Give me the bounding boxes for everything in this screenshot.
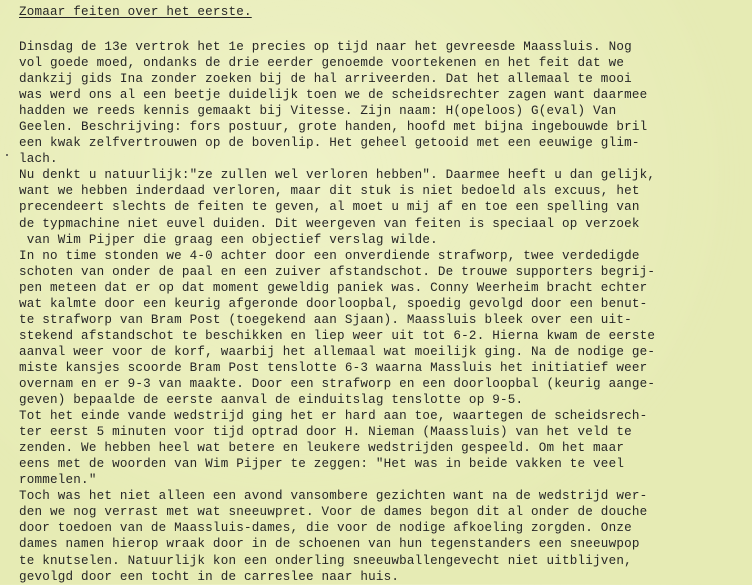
text-line: was werd ons al een beetje duidelijk toen we de scheidsrechter zagen want daarmee — [19, 88, 648, 103]
text-line: geven) bepaalde de eerste aanval de einduitslag tenslotte op 9-5. — [19, 393, 524, 408]
text-line: te strafworp van Bram Post (toegekend aan Sjaan). Maassluis bleek over een uit- — [19, 312, 632, 327]
text-line: ter eerst 5 minuten voor tijd optrad door H. Nieman (Maassluis) van het veld te — [19, 425, 632, 440]
text-line: miste kansjes scoorde Bram Post tenslotte 6-3 waarna Massluis het initiatief weer — [19, 360, 648, 375]
text-line: precendeert slechts de feiten te geven, al moet u mij af en toe een spelling van — [19, 200, 640, 215]
text-line: door toedoen van de Maassluis-dames, die voor de nodige afkoeling zorgden. Onze — [19, 521, 632, 536]
text-line: Toch was het niet alleen een avond vansombere gezichten want na de wedstrijd wer- — [19, 489, 648, 504]
text-line: Nu denkt u natuurlijk:"ze zullen wel verloren hebben". Daarmee heeft u dan gelijk, — [19, 168, 656, 183]
text-line: aanval weer voor de korf, waarbij het allemaal wat moeilijk ging. Na de nodige ge- — [19, 344, 656, 359]
text-line: stekend afstandschot te beschikken en liep weer uit tot 6-2. Hierna kwam de eerste — [19, 328, 656, 343]
text-line: pen meteen dat er op dat moment geweldig paniek was. Conny Weerheim bracht echter — [19, 280, 648, 295]
text-line: rommelen." — [19, 473, 97, 488]
text-line: wat kalmte door een keurig afgeronde doorloopbal, spoedig gevolgd door een benut- — [19, 296, 648, 311]
text-line: te knutselen. Natuurlijk kon een onderling sneeuwballengevecht niet uitblijven, — [19, 553, 632, 568]
text-line: dames namen hierop wraak door in de schoenen van hun tegenstanders een sneeuwpop — [19, 537, 640, 552]
text-line: den we nog verrast met wat sneeuwpret. Voor de dames begon dit al onder de douche — [19, 505, 648, 520]
text-line: eens met de woorden van Wim Pijper te zeggen: "Het was in beide vakken te veel — [19, 457, 625, 472]
text-line: vol goede moed, ondanks de drie eerder genoemde voortekenen en het feit dat we — [19, 56, 625, 71]
text-line: hadden we reeds kennis gemaakt bij Vitesse. Zijn naam: H(opeloos) G(eval) Van — [19, 104, 617, 119]
text-line: Tot het einde vande wedstrijd ging het er hard aan toe, waartegen de scheidsrech- — [19, 409, 648, 424]
text-line: In no time stonden we 4-0 achter door een onverdiende strafworp, twee verdedigde — [19, 248, 640, 263]
text-line: een kwak zelfvertrouwen op de bovenlip. Het geheel getooid met een eeuwige glim- — [19, 136, 640, 151]
text-line: de typmachine niet euvel duiden. Dit weergeven van feiten is speciaal op verzoek — [19, 216, 640, 231]
page-title: Zomaar feiten over het eerste. — [19, 5, 252, 19]
text-line: want we hebben inderdaad verloren, maar dit stuk is niet bedoeld als excuus, het — [19, 184, 640, 199]
text-line: gevolgd door een tocht in de carreslee naar huis. — [19, 569, 400, 584]
text-line: zenden. We hebben heel wat betere en leukere wedstrijden gespeeld. Om het maar — [19, 441, 625, 456]
text-line: schoten van onder de paal en een zuiver afstandschot. De trouwe supporters begrij- — [19, 264, 656, 279]
body-text — [19, 39, 744, 585]
text-line: Geelen. Beschrijving: fors postuur, grote handen, hoofd met bijna ingebouwde bril — [19, 120, 648, 135]
text-line: lach. — [19, 152, 58, 167]
text-line: Dinsdag de 13e vertrok het 1e precies op tijd naar het gevreesde Maassluis. Nog — [19, 40, 632, 54]
text-line: van Wim Pijper die graag een objectief verslag wilde. — [19, 232, 438, 247]
margin-mark — [6, 154, 8, 156]
text-line: dankzij gids Ina zonder zoeken bij de hal arriveerden. Dat het allemaal te mooi — [19, 72, 632, 87]
text-line: overnam en er 9-3 van maakte. Door een strafworp en een doorloopbal (keurig aange- — [19, 376, 656, 391]
